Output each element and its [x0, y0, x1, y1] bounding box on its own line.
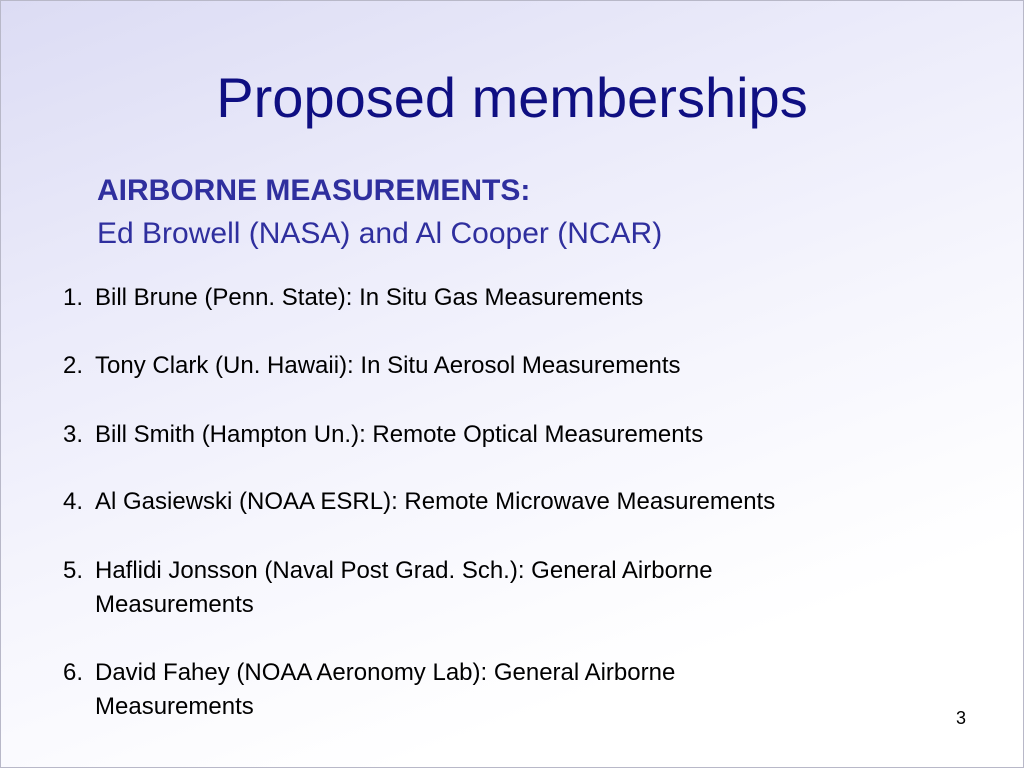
list-item-number: 6.: [63, 659, 84, 686]
list-item-number: 1.: [63, 284, 84, 311]
list-item-number: 2.: [63, 352, 84, 379]
list-item-text: Haflidi Jonsson (Naval Post Grad. Sch.): General Airborne Measurements: [95, 557, 713, 618]
list-item-number: 5.: [63, 557, 84, 584]
list-item-text: Tony Clark (Un. Hawaii): In Situ Aerosol Measurements: [95, 352, 681, 379]
list-item: [63, 656, 823, 724]
list-item-text: David Fahey (NOAA Aeronomy Lab): General Airborne Measurements: [95, 659, 676, 720]
section-heading: AIRBORNE MEASUREMENTS:: [97, 174, 531, 207]
list-item-text: Bill Smith (Hampton Un.): Remote Optical Measurements: [95, 421, 704, 448]
page-number: 3: [955, 708, 966, 728]
list-item-text: Bill Brune (Penn. State): In Situ Gas Measurements: [95, 284, 644, 311]
list-item-number: 3.: [63, 421, 84, 448]
list-item: [63, 554, 863, 622]
list-item: [63, 418, 963, 452]
list-item: [63, 485, 963, 519]
list-item: [63, 349, 963, 383]
list-item-text: Al Gasiewski (NOAA ESRL): Remote Microwave Measurements: [95, 488, 776, 515]
section-subheading: Ed Browell (NASA) and Al Cooper (NCAR): [97, 217, 663, 250]
list-item: [63, 281, 963, 315]
list-item-number: 4.: [63, 488, 84, 515]
slide-title: Proposed memberships: [216, 66, 808, 129]
